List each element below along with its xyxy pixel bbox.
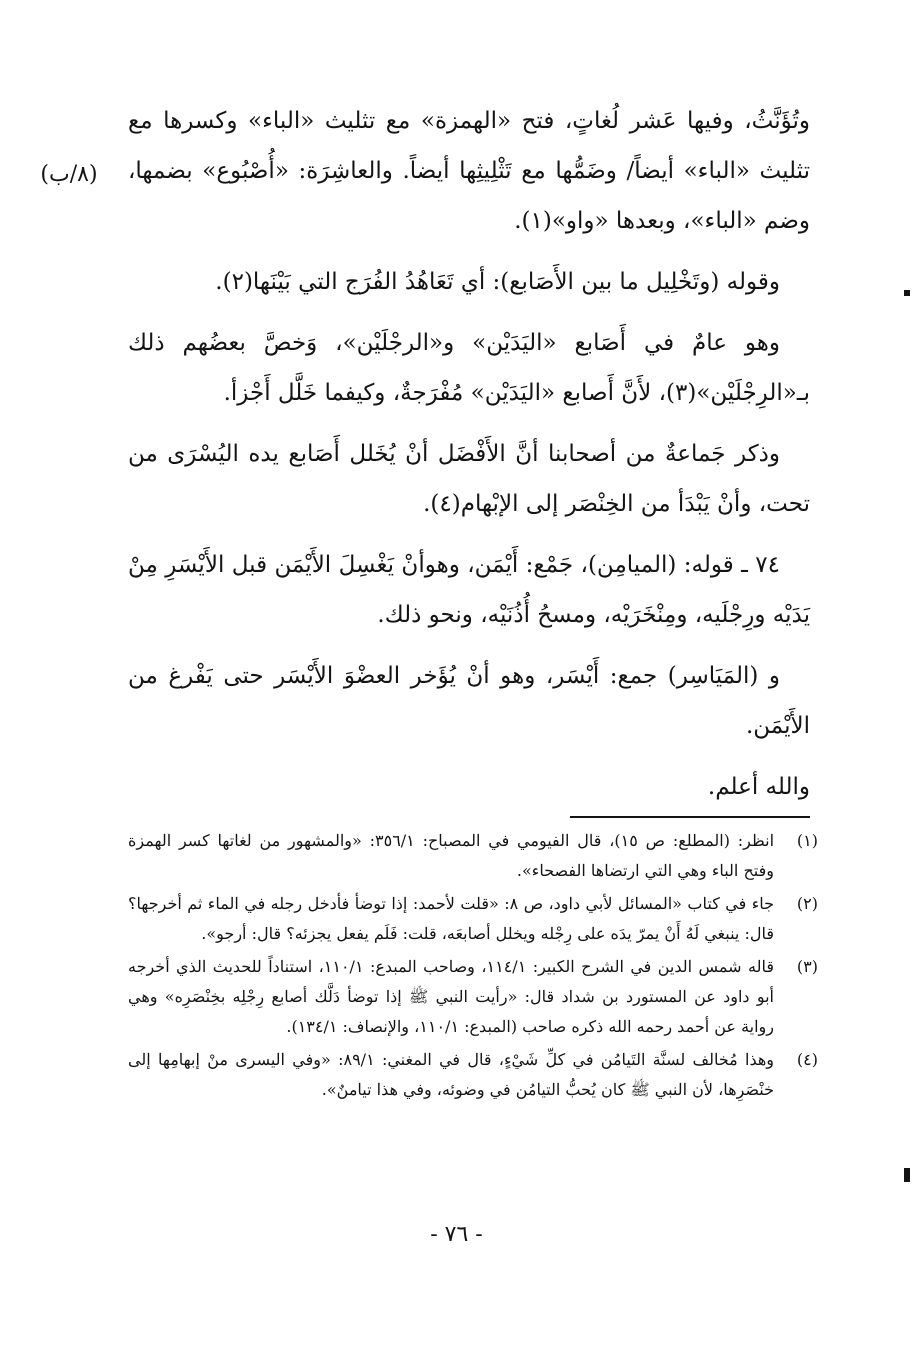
scan-edge-mark: [904, 1168, 910, 1182]
margin-folio-note: (٨/ب): [40, 162, 98, 187]
footnote-number: (٤): [796, 1050, 818, 1069]
footnotes: [128, 826, 818, 1108]
footnote: [128, 1045, 818, 1105]
paragraph: و (المَيَاسِر) جمع: أَيْسَر، وهو أنْ يُؤَخر العضْوَ الأَيْسَر حتى يَفْرغ من الأَيْمَن.: [128, 663, 810, 739]
paragraph: وتُؤَنَّثُ، وفيها عَشر لُغاتٍ، فتح «الهمزة» مع تثليث «الباء» وكسرها مع تثليث «الباء» أيضاً/ وضَمُّها مع تَثْلِيثِها أيضاً. والعاشِرَة: «أُصْبُوع» بضمها، وضم «الباء»، وبعدها «واو»(١).: [128, 108, 810, 234]
footnote: [128, 952, 818, 1042]
footnote-number: (١): [796, 831, 818, 850]
footnote-number: (٣): [796, 957, 818, 976]
footnote-number: (٢): [796, 894, 818, 913]
footnote-text: جاء في كتاب «المسائل لأبي داود، ص ٨: «قلت لأحمد: إذا توضأ فأدخل رجله في الماء ثم أخرجها؟ قال: ينبغي لَهُ أَنْ يمرّ يدَه على رِجْله ويخلل أصابعَه، قلت: فَلَم يفعل يجزئه؟ قال: أرجو».: [128, 894, 774, 943]
main-text: [128, 96, 810, 823]
paragraph: ٧٤ ـ قوله: (الميامِن)، جَمْع: أَيْمَن، وهوأنْ يَغْسِلَ الأَيْمَن قبل الأَيْسَرِ مِنْ يَدَيْه ورِجْلَيه، ومِنْخَرَيْه، ومسحُ أُذُنَيْه، ونحو ذلك.: [128, 552, 810, 628]
footnote-text: قاله شمس الدين في الشرح الكبير: ١١٤/١، وصاحب المبدع: ١١٠/١، استناداً للحديث الذي أخرجه أبو داود عن المستورد بن شداد قال: «رأيت النبي ﷺ إذا توضأ دَلَّك أصابع رِجْلِه بخِنْصَرِه» وهي رواية عن أحمد رحمه الله ذكره صاحب (المبدع: ١١٠/١، والإنصاف: ١٣٤/١).: [128, 957, 774, 1036]
footnote: [128, 889, 818, 949]
paragraph: وهو عامٌ في أَصَابع «اليَدَيْن» و«الرجْلَيْن»، وَخصَّ بعضُهم ذلك بـ«الرِجْلَيْن»(٣)، لأَنَّ أَصابع «اليَدَيْن» مُفْرَجةٌ، وكيفما خَلَّل أَجْزأ.: [128, 330, 810, 406]
closing-line: والله أعلم.: [707, 774, 810, 800]
scan-edge-mark: [904, 290, 910, 296]
footnote-text: انظر: (المطلع: ص ١٥)، قال الفيومي في المصباح: ٣٥٦/١: «والمشهور من لغاتها كسر الهمزة وفتح الباء وهي التي ارتضاها الفصحاء».: [128, 831, 775, 880]
paragraph: وقوله (وتَخْلِيل ما بين الأَصَابع): أي تَعَاهُدُ الفُرَج التي بَيْنَها(٢).: [215, 269, 780, 295]
footnote: [128, 826, 818, 886]
footnote-text: وهذا مُخالف لسنَّة التَيامُن في كلِّ شَيْءٍ، قال في المغني: ٨٩/١: «وفي اليسرى منْ إبهامِها إلى خنْصَرِها، لأن النبي ﷺ كان يُحبُّ التيامُن في وضوئه، وفي هذا تيامنٌ».: [128, 1050, 775, 1099]
page-number: - ٧٦ -: [430, 1222, 483, 1247]
paragraph: وذكر جَماعةٌ من أصحابنا أنَّ الأَفْضَل أنْ يُخَلل أَصَابع يده اليُسْرَى من تحت، وأنْ يَبْدَأ من الخِنْصَر إلى الإبْهام(٤).: [128, 441, 810, 517]
footnote-divider: [570, 816, 810, 818]
